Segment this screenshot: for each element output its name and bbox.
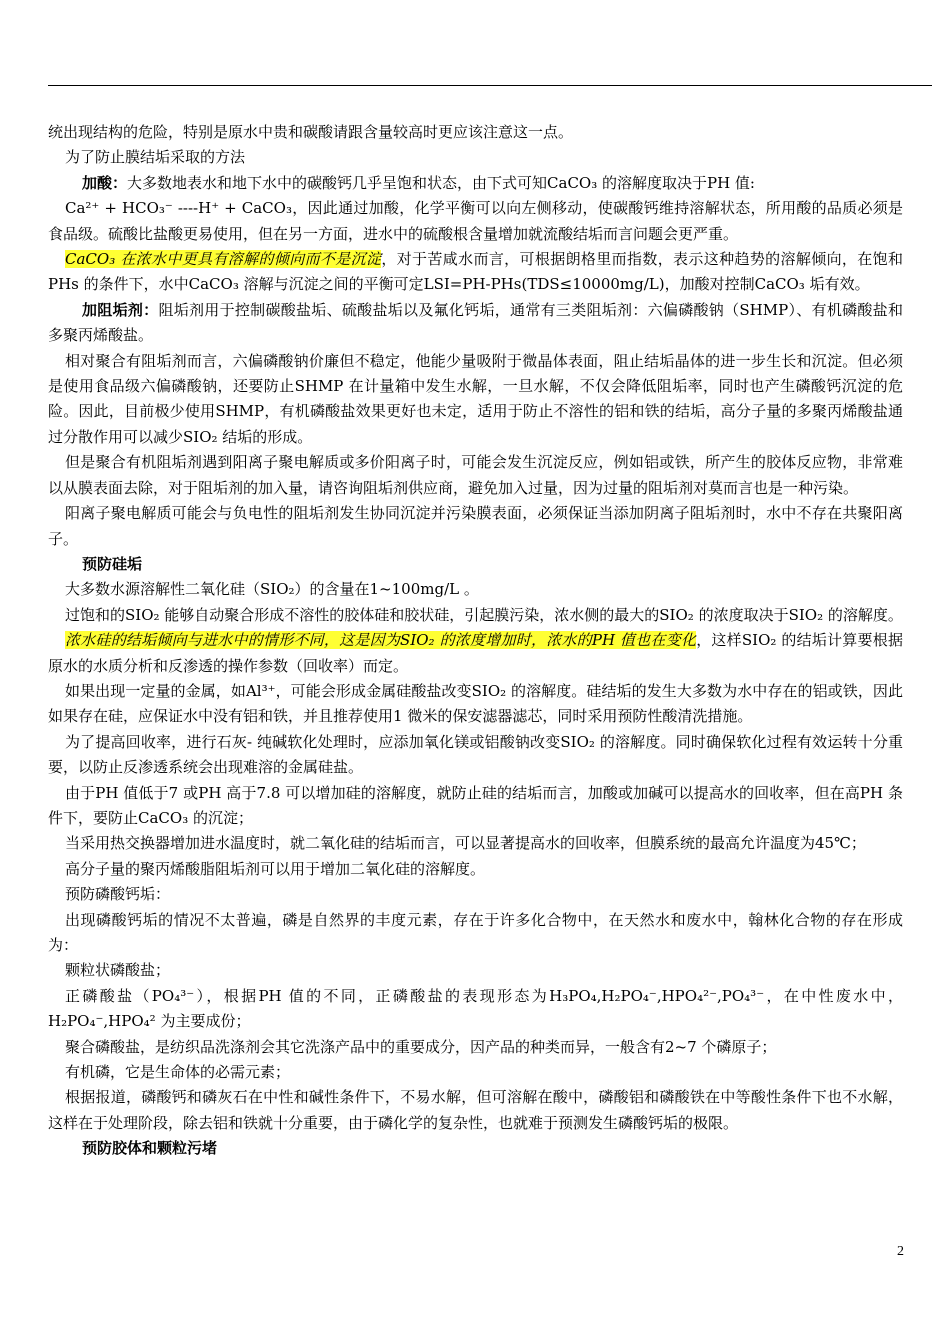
paragraph: 颗粒状磷酸盐；	[65, 961, 171, 980]
paragraph: 但是聚合有机阻垢剂遇到阳离子聚电解质或多价阳离子时，可能会发生沉淀反应，例如铝或铁，所产生的胶体反应物，非常难以从膜表面去除，对于阻垢剂的加入量，请咨询阻垢剂供应商，避免加入过量，因为过量的阻垢剂对莫而言也是一种污染。	[48, 453, 903, 497]
paragraph: 相对聚合有阻垢剂而言，六偏磷酸钠价廉但不稳定，他能少量吸附于微晶体表面，阻止结垢晶体的进一步生长和沉淀。但必须是使用食品级六偏磷酸钠，还要防止SHMP 在计量箱中发生水解，一旦水解，不仅会降低阻垢率，同时也产生磷酸钙沉淀的危险。因此，目前极少使用SHMP，有机磷酸盐效果更好也未定，适用于防止不溶性的铝和铁的结垢，高分子量的多聚丙烯酸盐通过分散作用可以减少SIO₂ 结垢的形成。	[48, 351, 903, 446]
paragraph: 聚合磷酸盐，是纺织品洗涤剂会其它洗涤产品中的重要成分，因产品的种类而异，一般含有2~7 个磷原子；	[65, 1037, 777, 1056]
paragraph: 阳离子聚电解质可能会与负电性的阻垢剂发生协同沉淀并污染膜表面，必须保证当添加阴离子阻垢剂时，水中不存在共聚阳离子。	[48, 504, 903, 548]
section-heading: 预防胶体和颗粒污堵	[82, 1139, 218, 1158]
paragraph: 过饱和的SIO₂ 能够自动聚合形成不溶性的胶体硅和胶状硅，引起膜污染，浓水侧的最大的SIO₂ 的浓度取决于SIO₂ 的溶解度。	[65, 605, 903, 624]
header-rule	[48, 85, 932, 86]
document-body	[48, 120, 903, 1162]
paragraph: 预防磷酸钙垢：	[65, 885, 171, 904]
paragraph: 出现磷酸钙垢的情况不太普遍，磷是自然界的丰度元素，存在于许多化合物中，在天然水和废水中，翰林化合物的存在形成为：	[48, 910, 903, 954]
paragraph: 有机磷，它是生命体的必需元素；	[65, 1063, 291, 1082]
section-label: 加阻垢剂：	[82, 300, 159, 319]
paragraph: 根据报道，磷酸钙和磷灰石在中性和碱性条件下，不易水解，但可溶解在酸中，磷酸铝和磷酸铁在中等酸性条件下也不水解，这样在于处理阶段，除去铝和铁就十分重要，由于磷化学的复杂性，也就难于预测发生磷酸钙垢的极限。	[48, 1088, 903, 1132]
highlighted-text: CaCO₃ 在浓水中更具有溶解的倾向而不是沉淀	[65, 250, 382, 269]
section-heading: 预防硅垢	[82, 554, 143, 573]
paragraph-text: ，因此通过加酸，化学平衡可以向左侧移动，使碳酸钙维持溶解状态，所用酸的品质必须是食品级。硫酸比盐酸更易使用，但在另一方面，进水中的硫酸根含量增加就流酸结垢而言问题会更严重。	[48, 199, 904, 243]
paragraph	[48, 298, 903, 349]
paragraph	[48, 171, 903, 196]
paragraph-text: ，对于苦咸水而言，可根据朗格里而指数，表示这种趋势的溶解倾向，在饱和PHs 的条件下，水中CaCO₃ 溶解与沉淀之间的平衡可定LSI=PH-PHs(TDS≤10000mg/L)，加酸对控制CaCO₃ 垢有效。	[48, 250, 903, 294]
paragraph: 为了防止膜结垢采取的方法	[65, 148, 246, 167]
paragraph: 大多数水源溶解性二氧化硅（SIO₂）的含量在1~100mg/L 。	[65, 580, 479, 599]
paragraph	[48, 628, 903, 679]
paragraph: 统出现结构的危险，特别是原水中贵和碳酸请跟含量较高时更应该注意这一点。	[48, 123, 574, 141]
page-number: 2	[897, 1244, 904, 1259]
paragraph: 正磷酸盐（PO₄³⁻），根据PH 值的不同，正磷酸盐的表现形态为H₃PO₄,H₂PO₄⁻,HPO₄²⁻,PO₄³⁻，在中性废水中，H₂PO₄⁻,HPO₄² 为主要成份；	[48, 986, 903, 1031]
paragraph: 由于PH 值低于7 或PH 高于7.8 可以增加硅的溶解度，就防止硅的结垢而言，加酸或加碱可以提高水的回收率，但在高PH 条件下，要防止CaCO₃ 的沉淀；	[48, 783, 903, 827]
paragraph	[48, 196, 903, 247]
highlighted-text: 浓水硅的结垢倾向与进水中的情形不同，这是因为SIO₂ 的浓度增加时，浓水的PH 值也在变化	[65, 631, 697, 650]
section-label: 加酸：	[82, 173, 128, 192]
paragraph-text: 大多数地表水和地下水中的碳酸钙几乎呈饱和状态，由下式可知CaCO₃ 的溶解度取决于PH 值:	[127, 173, 755, 192]
paragraph: 如果出现一定量的金属，如Al³⁺，可能会形成金属硅酸盐改变SIO₂ 的溶解度。硅结垢的发生大多数为水中存在的铝或铁，因此如果存在硅，应保证水中没有铝和铁，并且推荐使用1 微米的保安滤器滤芯，同时采用预防性酸清洗措施。	[48, 681, 903, 726]
chemical-formula: Ca²⁺ + HCO₃⁻ ----H⁺ + CaCO₃	[65, 199, 292, 218]
paragraph	[48, 247, 903, 298]
paragraph: 当采用热交换器增加进水温度时，就二氧化硅的结垢而言，可以显著提高水的回收率，但膜系统的最高允许温度为45℃；	[65, 834, 866, 853]
paragraph: 为了提高回收率，进行石灰- 纯碱软化处理时，应添加氧化镁或铝酸钠改变SIO₂ 的溶解度。同时确保软化过程有效运转十分重要，以防止反渗透系统会出现难溶的金属硅盐。	[48, 732, 903, 777]
paragraph-text: ，这样SIO₂ 的结垢计算要根据原水的水质分析和反渗透的操作参数（回收率）而定。	[48, 631, 903, 675]
paragraph-text: 阻垢剂用于控制碳酸盐垢、硫酸盐垢以及氟化钙垢，通常有三类阻垢剂：六偏磷酸钠（SHMP）、有机磷酸盐和多聚丙烯酸盐。	[48, 300, 903, 345]
paragraph: 高分子量的聚丙烯酸脂阻垢剂可以用于增加二氧化硅的溶解度。	[65, 859, 486, 878]
